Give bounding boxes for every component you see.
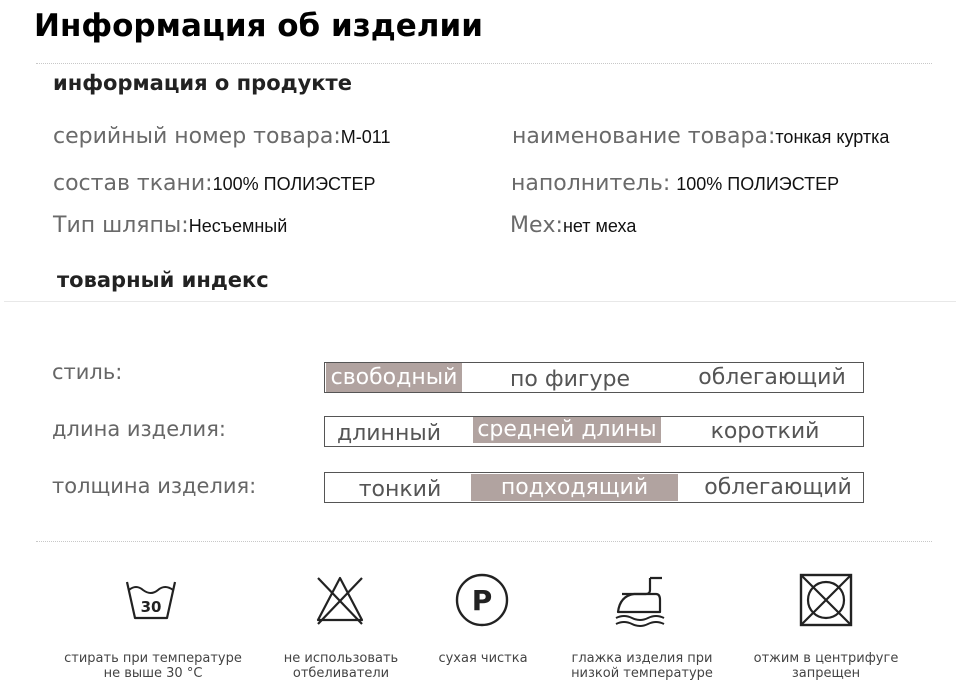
no-bleach-icon	[310, 570, 370, 630]
divider	[4, 301, 956, 302]
length-scale	[324, 416, 864, 447]
care-spin-text	[731, 651, 921, 681]
care-iron-text	[547, 651, 737, 681]
length-option-medium: средней длины	[473, 417, 661, 443]
style-option-fitted: по фигуре	[509, 367, 631, 392]
care-dryclean-line1: сухая чистка	[438, 651, 528, 666]
filler-value: 100% ПОЛИЭСТЕР	[676, 174, 840, 194]
product-name-label: наименование товара:	[512, 124, 776, 149]
style-label: стиль:	[52, 360, 123, 384]
filler-label: наполнитель:	[511, 171, 671, 196]
fur-field	[510, 213, 636, 238]
style-option-tight: облегающий	[698, 365, 846, 390]
thickness-option-thick: облегающий	[704, 475, 852, 500]
filler-field	[511, 171, 839, 196]
product-index-heading: товарный индекс	[57, 268, 269, 292]
hood-type-value: Несъемный	[188, 216, 288, 236]
no-tumble-dry-icon	[796, 570, 856, 630]
wash-30-icon	[121, 570, 181, 630]
hood-type-field	[53, 213, 287, 238]
fur-label: Мех:	[510, 213, 563, 238]
fabric-composition-label: состав ткани:	[53, 171, 213, 196]
dry-clean-letter: P	[471, 584, 493, 617]
serial-number-label: серийный номер товара:	[53, 124, 341, 149]
wash-temperature-text: 30	[140, 598, 162, 616]
thickness-scale	[324, 472, 864, 503]
product-info-heading: информация о продукте	[53, 71, 352, 95]
product-name-field	[512, 124, 889, 149]
serial-number-value: M-011	[340, 127, 391, 147]
length-option-short: короткий	[710, 419, 820, 444]
care-bleach-line2: отбеливатели	[292, 666, 390, 681]
fabric-composition-field	[53, 171, 375, 196]
iron-low-icon	[612, 570, 672, 630]
length-label: длина изделия:	[52, 417, 226, 441]
care-spin-line2: запрещен	[791, 666, 861, 681]
thickness-label: толщина изделия:	[52, 474, 257, 498]
care-wash-line2: не выше 30 °С	[103, 666, 203, 681]
care-iron-line1: глажка изделия при	[571, 651, 713, 666]
care-spin-line1: отжим в центрифуге	[753, 651, 899, 666]
care-wash-text	[58, 651, 248, 681]
length-option-long: длинный	[336, 421, 441, 446]
thickness-option-thin: тонкий	[358, 477, 442, 502]
divider	[36, 63, 932, 64]
fur-value: нет меха	[562, 216, 637, 236]
hood-type-label: Тип шляпы:	[53, 213, 189, 238]
product-name-value: тонкая куртка	[775, 127, 890, 147]
care-iron-line2: низкой температуре	[571, 666, 713, 681]
dry-clean-p-icon	[452, 570, 512, 630]
care-wash-line1: стирать при температуре	[64, 651, 242, 666]
divider	[36, 541, 932, 542]
style-scale	[324, 362, 864, 393]
thickness-option-moderate: подходящий	[471, 474, 678, 501]
fabric-composition-value: 100% ПОЛИЭСТЕР	[212, 174, 376, 194]
care-bleach-line1: не использовать	[283, 651, 399, 666]
style-option-loose: свободный	[326, 363, 462, 392]
page-title: Информация об изделии	[34, 8, 483, 44]
serial-number-field	[53, 124, 390, 149]
